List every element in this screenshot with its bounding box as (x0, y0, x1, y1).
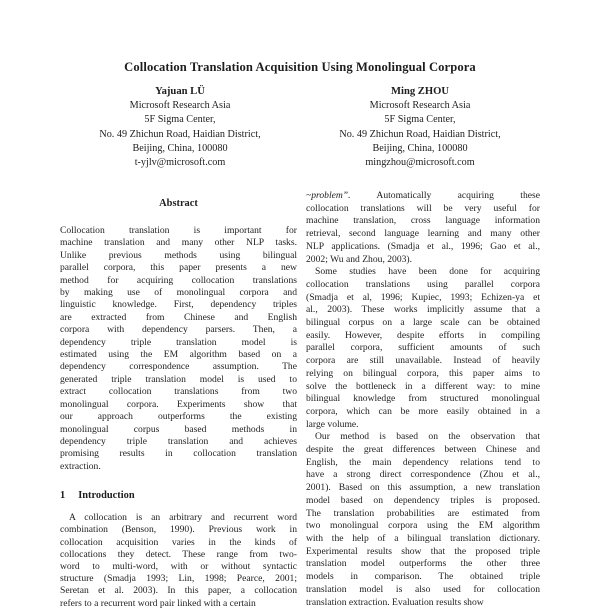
text-line: model based on dependency triples is proposed. (306, 494, 540, 506)
authors-row (60, 85, 540, 170)
italic-text: ~problem”. (306, 190, 351, 201)
paragraph (306, 190, 540, 266)
text-line: dependency correspondence assumption. The (60, 361, 297, 373)
section-number: 1 (60, 490, 66, 502)
text-line: two monolingual corpora using the EM algorithm (306, 520, 540, 532)
left-column (60, 197, 297, 610)
text-line: Microsoft Research Asia (129, 100, 231, 112)
text-line: collocation translations using parallel corpora (306, 278, 540, 290)
author-email: mingzhou@microsoft.com (365, 157, 475, 169)
text-line: machine translation and many other NLP tasks. (60, 237, 297, 249)
author-email: t-yjlv@microsoft.com (134, 157, 226, 169)
text-line: corpora are still unavailable. Instead of heavily (306, 355, 540, 367)
text-line: large volume. (306, 418, 359, 430)
text-line: collocations they detect. These range from two- (60, 548, 297, 560)
text-line: translation model outperforms the other three (306, 558, 540, 570)
text-line: by making use of monolingual corpora and (60, 287, 297, 299)
text-line: models in comparison. The obtained triple (306, 571, 540, 583)
text-line: Unlike previous methods using bilingual (60, 249, 297, 261)
text-line: retrieval, second language learning and many other (306, 228, 540, 240)
introduction-body (60, 512, 297, 610)
author-affiliation (60, 99, 300, 156)
paragraph (60, 512, 297, 610)
text-line: No. 49 Zhichun Road, Haidian District, (99, 128, 261, 140)
text-line: Microsoft Research Asia (369, 100, 471, 112)
right-column-body (306, 190, 540, 609)
author-name: Yajuan LÜ (155, 86, 205, 97)
text-line: despite the great differences between Chinese and (306, 444, 540, 456)
text-line: collocation acquisition varies in the kinds of (60, 536, 297, 548)
author-affiliation (300, 99, 540, 156)
text-line: Seretan et al. 2003). In this paper, a collocation (60, 585, 297, 597)
text-line: al., 2003). These works implicitly assume that a (306, 304, 540, 316)
text-line: (Smadja et al, 1996; Kupiec, 1993; Echizen-ya et (306, 291, 540, 303)
text-line: 5F Sigma Center, (144, 114, 216, 126)
text-line: Experimental results show that the proposed triple (306, 545, 540, 557)
text-line: refers to a recurrent word pair linked with a certain (60, 597, 256, 609)
text-line: translation extraction. Evaluation results show (306, 596, 484, 608)
text-line: are extracted from Chinese and English (60, 311, 297, 323)
text-line: A collocation is an arbitrary and recurrent word (69, 512, 297, 524)
text-line: NLP applications. (Smadja et al., 1996; Gao et al., (306, 240, 540, 252)
text-line: monolingual corpora. Experiments show that (60, 398, 297, 410)
text-line: generated triple translation model is used to (60, 373, 297, 385)
text-line: our approach outperforms the existing (60, 411, 297, 423)
text-line: machine translation, cross language information (306, 215, 540, 227)
text-line: corpora, which can be more easily obtained in a (306, 405, 540, 417)
text-line: bilingual knowledge from structured monolingual (306, 393, 540, 405)
text-line: with the help of a bilingual translation dictionary. (306, 532, 540, 544)
text-line: Beijing, China, 100080 (372, 142, 468, 154)
text-line: bilingual corpus on a large scale can be obtained (306, 317, 540, 329)
text-line: easily. However, despite efforts in compiling (306, 329, 540, 341)
abstract-body (60, 225, 297, 473)
text-line: extraction. (60, 460, 101, 472)
text-line: Collocation translation is important for (60, 225, 297, 236)
author-block (60, 85, 300, 170)
paragraph (306, 431, 540, 609)
author-name: Ming ZHOU (391, 86, 449, 97)
paper-title: Collocation Translation Acquisition Using Monolingual Corpora (124, 60, 476, 74)
text-run: Automatically acquiring these (350, 190, 540, 201)
text-line: relying on bilingual corpora, this paper aims to (306, 367, 540, 379)
paragraph (306, 266, 540, 431)
author-block (300, 85, 540, 170)
text-line: structure (Smadja 1993; Lin, 1998; Pearce, 2001; (60, 573, 297, 585)
text-line: monolingual corpus based methods in (60, 423, 297, 435)
text-line: corpora with dependency parsers. Then, a (60, 324, 297, 336)
text-line: Some studies have been done for acquiring (315, 266, 540, 278)
text-line: dependency triple translation model is (60, 336, 297, 348)
abstract-heading: Abstract (159, 198, 198, 209)
section-heading (60, 489, 297, 502)
text-line: English, the main dependency relations tend to (306, 456, 540, 468)
text-line: promising results in collocation translation (60, 448, 297, 460)
text-line: word to multi-word, with or without syntactic (60, 560, 297, 572)
section-title: Introduction (78, 490, 135, 502)
text-line: extract collocation translations from two (60, 386, 297, 398)
text-line: linguistic knowledge. First, dependency triples (60, 299, 297, 311)
text-line: The translation probabilities are estimated from (306, 507, 540, 519)
text-line: parallel corpora, this paper presents a new (60, 262, 297, 274)
text-line: method for acquiring collocation translations (60, 274, 297, 286)
text-line: estimated using the EM algorithm based on a (60, 349, 297, 361)
text-line: parallel corpora, sufficient amounts of such (306, 342, 540, 354)
text-line: 2001). Based on this assumption, a new translation (306, 482, 540, 494)
text-line: dependency triple translation and achieves (60, 435, 297, 447)
text-line: Beijing, China, 100080 (132, 142, 228, 154)
text-line: translation model is also used for collocation (306, 583, 540, 595)
text-line: 5F Sigma Center, (384, 114, 456, 126)
text-line: collocation translations will be very useful for (306, 202, 540, 214)
text-line: have a strong direct correspondence (Zhou et al., (306, 469, 540, 481)
paragraph (60, 225, 297, 473)
right-column (306, 190, 540, 609)
text-line: combination (Benson, 1990). Previous work in (60, 524, 297, 536)
text-line (306, 190, 540, 203)
text-line: No. 49 Zhichun Road, Haidian District, (339, 128, 501, 140)
text-line: 2002; Wu and Zhou, 2003). (306, 253, 413, 265)
text-line: Our method is based on the observation that (315, 431, 540, 443)
text-line: solve the bottleneck in a different way: to mine (306, 380, 540, 392)
